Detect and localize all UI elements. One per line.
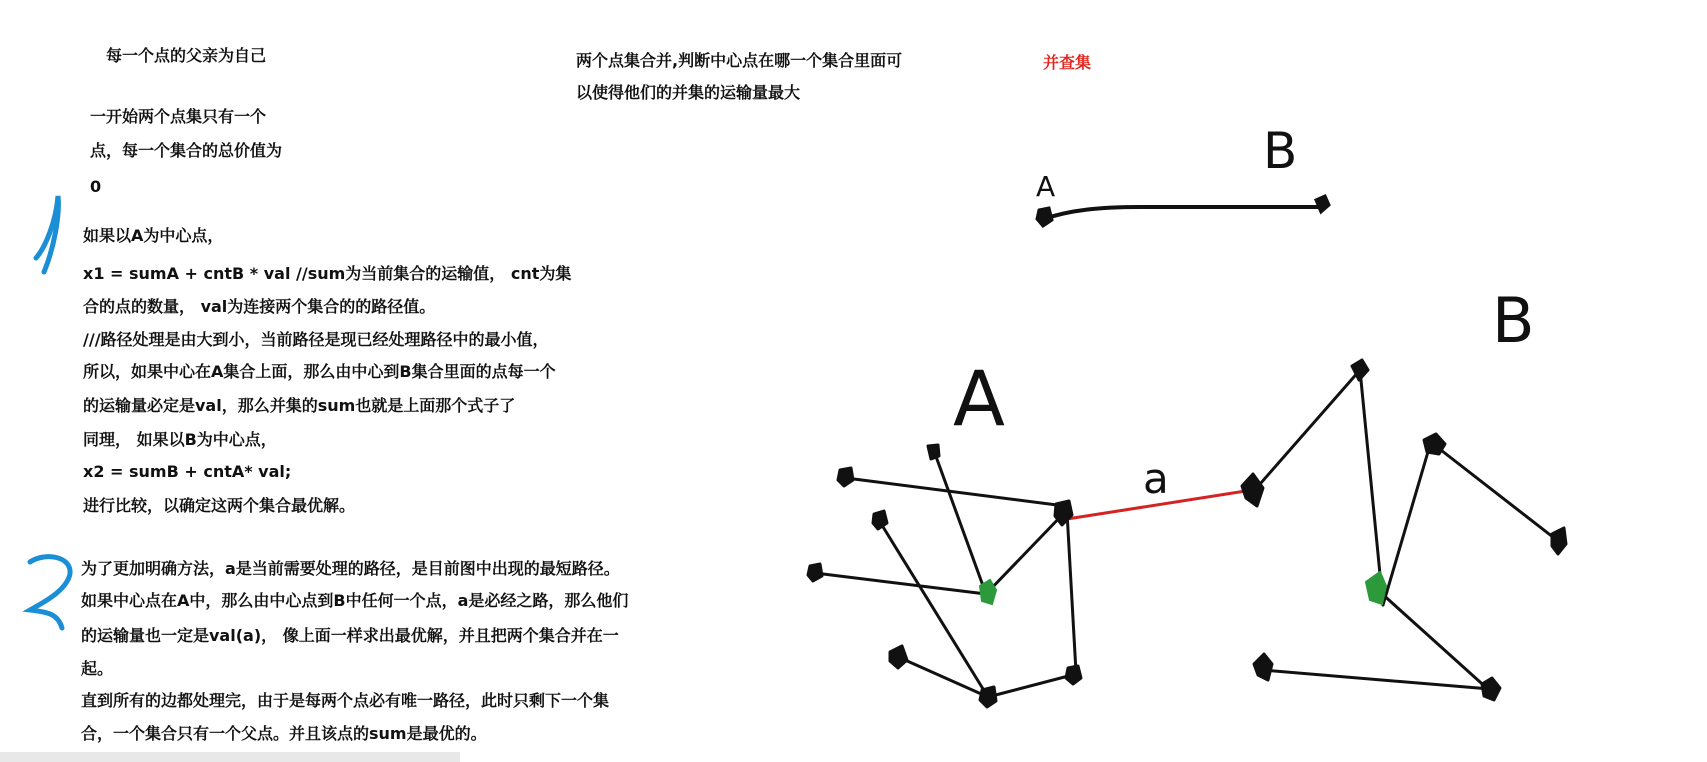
small-label-a: A bbox=[1036, 170, 1056, 203]
node-a4 bbox=[808, 564, 822, 581]
note-init-line-1: 一开始两个点集只有一个 bbox=[90, 107, 267, 126]
node-b5 bbox=[1254, 654, 1272, 680]
edge-label-a: a bbox=[1143, 454, 1169, 503]
node-a3 bbox=[873, 511, 887, 529]
note-init-line-3: 0 bbox=[90, 177, 102, 196]
center-point-a bbox=[980, 580, 996, 604]
node-a5 bbox=[1055, 501, 1072, 525]
node-a2 bbox=[928, 445, 939, 459]
set-label-a: A bbox=[953, 354, 1005, 443]
note-init-line-2: 点，每一个集合的总价值为 bbox=[90, 141, 283, 160]
node-a6 bbox=[890, 646, 907, 668]
set-a-edges bbox=[815, 451, 1076, 697]
set-label-b: B bbox=[1492, 284, 1535, 357]
note-step1-line-9: 进行比较，以确定这两个集合最优解。 bbox=[83, 496, 356, 515]
note-top-left: 每一个点的父亲为自己 bbox=[106, 46, 267, 65]
node-a7 bbox=[980, 687, 996, 707]
note-step2-line-5: 直到所有的边都处理完，由于是每两个点必有唯一路径，此时只剩下一个集 bbox=[81, 691, 610, 710]
note-step1-line-2: x1 = sumA + cntB * val //sum为当前集合的运输值， cnt为集 bbox=[83, 264, 572, 283]
node-a1 bbox=[838, 468, 853, 486]
node-b3 bbox=[1424, 434, 1445, 454]
note-step1-line-8: x2 = sumB + cntA* val; bbox=[83, 462, 292, 481]
note-top-middle-line-2: 以使得他们的并集的运输量最大 bbox=[576, 83, 801, 102]
note-step2-line-6: 合，一个集合只有一个父点。并且该点的sum是最优的。 bbox=[81, 724, 487, 743]
note-step1-line-6: 的运输量必定是val，那么并集的sum也就是上面那个式子了 bbox=[83, 396, 516, 415]
handwritten-number-1 bbox=[36, 196, 58, 272]
small-point-a bbox=[1037, 208, 1052, 226]
small-point-b bbox=[1316, 196, 1329, 212]
scrollbar-hint bbox=[0, 752, 460, 762]
note-union-find-title: 并查集 bbox=[1043, 53, 1092, 72]
node-b4 bbox=[1552, 528, 1566, 554]
note-step2-line-3: 的运输量也一定是val(a)， 像上面一样求出最优解，并且把两个集合并在一 bbox=[81, 626, 619, 645]
note-step1-line-4: ///路径处理是由大到小，当前路径是现已经处理路径中的最小值， bbox=[83, 330, 549, 349]
note-step2-line-1: 为了更加明确方法，a是当前需要处理的路径，是目前图中出现的最短路径。 bbox=[81, 559, 620, 578]
note-step2-line-2: 如果中心点在A中，那么由中心点到B中任何一个点，a是必经之路，那么他们 bbox=[81, 591, 629, 610]
note-step1-line-7: 同理， 如果以B为中心点， bbox=[83, 430, 277, 449]
small-label-b: B bbox=[1263, 122, 1298, 180]
node-b1 bbox=[1242, 474, 1263, 506]
note-step1-line-5: 所以，如果中心在A集合上面，那么由中心到B集合里面的点每一个 bbox=[83, 362, 556, 381]
note-step1-line-1: 如果以A为中心点， bbox=[83, 226, 224, 245]
note-top-middle-line-1: 两个点集合并,判断中心点在哪一个集合里面可 bbox=[576, 51, 903, 70]
handwritten-number-2 bbox=[30, 557, 70, 628]
node-a8 bbox=[1066, 666, 1081, 684]
note-step2-line-4: 起。 bbox=[81, 659, 114, 678]
center-point-b bbox=[1366, 572, 1386, 604]
node-b6 bbox=[1482, 678, 1500, 700]
set-b-edges bbox=[1253, 370, 1558, 691]
small-edge-a-b bbox=[1044, 207, 1322, 219]
note-step1-line-3: 合的点的数量， val为连接两个集合的的路径值。 bbox=[83, 297, 436, 316]
